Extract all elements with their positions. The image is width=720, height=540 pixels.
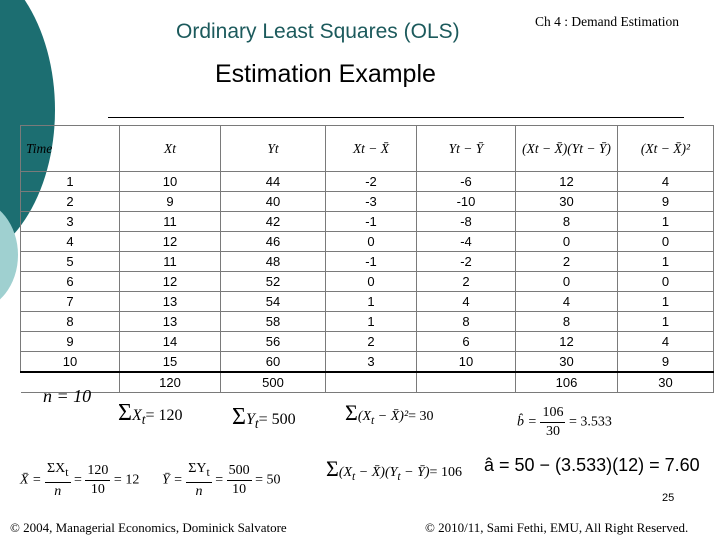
table-cell: 10 (21, 352, 120, 373)
sum-x-formula (118, 400, 182, 428)
sum-cross-formula (326, 456, 462, 483)
table-cell: 6 (417, 332, 516, 352)
table-cell: 15 (120, 352, 221, 373)
table-cell: 12 (120, 272, 221, 292)
equals-sign: = (215, 472, 224, 488)
y-bar-lhs: Ȳ = (162, 472, 183, 488)
table-row (21, 252, 714, 272)
sigma-symbol: Σ (232, 404, 246, 430)
b-hat-fraction (540, 404, 565, 441)
col-header-x-dev: Xt − X̄ (326, 126, 417, 172)
sum-sq-formula (345, 400, 434, 427)
n-text: n = 10 (43, 386, 92, 406)
table-cell: 1 (618, 212, 714, 232)
page-number: 25 (662, 492, 675, 504)
table-cell: 0 (326, 232, 417, 252)
table-cell: 4 (21, 232, 120, 252)
table-cell: 42 (221, 212, 326, 232)
slide-title: Ordinary Least Squares (OLS) (176, 20, 460, 43)
b-hat-num: 106 (540, 404, 565, 423)
table-cell: 3 (326, 352, 417, 373)
table-cell: -2 (326, 172, 417, 192)
b-hat-den: 30 (545, 424, 560, 439)
table-cell: 8 (417, 312, 516, 332)
table-cell: -1 (326, 252, 417, 272)
table-cell: 5 (21, 252, 120, 272)
b-hat-formula (517, 404, 612, 441)
table-cell: 2 (21, 192, 120, 212)
ols-table (20, 125, 714, 393)
table-row (21, 212, 714, 232)
table-header-row (21, 126, 714, 172)
col-header-xt: Xt (120, 126, 221, 172)
table-cell: 1 (21, 172, 120, 192)
footer-copyright-right: © 2010/11, Sami Fethi, EMU, All Right Reserved. (425, 520, 689, 535)
col-header-time: Time (21, 126, 120, 172)
table-cell: 12 (516, 332, 618, 352)
chapter-label: Ch 4 : Demand Estimation (535, 14, 679, 29)
table-total-cell: 106 (516, 372, 618, 393)
table-row (21, 332, 714, 352)
x-bar-sum-fraction (45, 460, 71, 501)
table-cell: 2 (326, 332, 417, 352)
table-cell: 0 (516, 272, 618, 292)
col-header-cross-product: (Xt − X̄)(Yt − Ȳ) (516, 126, 618, 172)
table-cell: -1 (326, 212, 417, 232)
table-cell: 4 (618, 332, 714, 352)
table-cell: 8 (516, 212, 618, 232)
x-bar-value: = 12 (113, 472, 140, 488)
table-total-cell: 120 (120, 372, 221, 393)
table-cell: 9 (618, 352, 714, 373)
table-row (21, 272, 714, 292)
table-cell: 0 (516, 232, 618, 252)
n-value (43, 386, 91, 407)
table-cell: -3 (326, 192, 417, 212)
y-bar-fraction (227, 462, 252, 499)
x-bar-fraction (85, 462, 110, 499)
table-cell: 13 (120, 292, 221, 312)
table-row (21, 192, 714, 212)
table-cell: 4 (516, 292, 618, 312)
table-cell: -10 (417, 192, 516, 212)
table-cell: 13 (120, 312, 221, 332)
sigma-symbol: Σ (326, 456, 339, 481)
table-cell: -2 (417, 252, 516, 272)
table-cell: 54 (221, 292, 326, 312)
col-header-yt: Yt (221, 126, 326, 172)
y-bar-num: 500 (227, 462, 252, 481)
table-row (21, 352, 714, 373)
table-cell: 56 (221, 332, 326, 352)
table-cell: 46 (221, 232, 326, 252)
sum-y-formula (232, 404, 296, 432)
sum-cross-var: ($X_t$ − $X̄)(Y_t$ − Ȳ) (338, 465, 430, 483)
table-total-cell (417, 372, 516, 393)
table-cell: 11 (120, 212, 221, 232)
col-header-x-dev-squared: (Xt − X̄)² (618, 126, 714, 172)
equals-sign: = (74, 472, 82, 488)
table-cell: 7 (21, 292, 120, 312)
table-cell: 10 (417, 352, 516, 373)
table-cell: 9 (618, 192, 714, 212)
table-cell: 1 (618, 312, 714, 332)
table-cell: 60 (221, 352, 326, 373)
table-cell: 0 (326, 272, 417, 292)
b-hat-lhs: b̂ = (517, 414, 537, 430)
table-cell: -8 (417, 212, 516, 232)
x-bar-lhs: X̄ = (20, 472, 42, 488)
x-bar-sum-num: $\Sigma X_t$ (45, 460, 71, 483)
table-cell: 0 (618, 232, 714, 252)
table-cell: 1 (326, 292, 417, 312)
table-cell: 1 (618, 252, 714, 272)
y-bar-sum-fraction (186, 460, 212, 501)
table-cell: -4 (417, 232, 516, 252)
table-cell: 8 (21, 312, 120, 332)
footer-copyright-left: © 2004, Managerial Economics, Dominick Salvatore (10, 520, 287, 535)
table-cell: 44 (221, 172, 326, 192)
table-cell: 2 (516, 252, 618, 272)
sum-x-value: = 120 (145, 407, 183, 424)
sigma-symbol: Σ (118, 400, 132, 426)
table-cell: 1 (326, 312, 417, 332)
slide-subtitle: Estimation Example (215, 60, 436, 88)
table-cell: 9 (21, 332, 120, 352)
table-row (21, 172, 714, 192)
x-bar-formula (20, 460, 139, 501)
table-cell: 0 (618, 272, 714, 292)
table-cell: 8 (516, 312, 618, 332)
a-hat-formula (484, 455, 700, 476)
sigma-symbol: Σ (345, 400, 358, 425)
table-cell: 4 (417, 292, 516, 312)
table-row (21, 292, 714, 312)
y-bar-value: = 50 (255, 472, 281, 488)
x-bar-num: 120 (85, 462, 110, 481)
table-total-cell: 500 (221, 372, 326, 393)
table-cell: 58 (221, 312, 326, 332)
x-bar-sum-den: n (54, 483, 62, 499)
sum-sq-value: = 30 (408, 409, 434, 424)
table-cell: 30 (516, 192, 618, 212)
b-hat-value: = 3.533 (568, 414, 612, 430)
table-row (21, 232, 714, 252)
x-bar-den: 10 (90, 481, 105, 497)
title-underline (108, 117, 684, 118)
table-cell: 12 (120, 232, 221, 252)
table-cell: 2 (417, 272, 516, 292)
y-bar-sum-den: n (195, 483, 203, 499)
sum-cross-value: = 106 (429, 465, 462, 480)
table-row (21, 312, 714, 332)
table-cell: 52 (221, 272, 326, 292)
y-bar-formula (162, 460, 281, 501)
table-body (21, 172, 714, 393)
sum-y-var: $Y_t$ (245, 411, 259, 432)
table-cell: -6 (417, 172, 516, 192)
sum-y-value: = 500 (258, 411, 296, 428)
table-cell: 4 (618, 172, 714, 192)
sum-x-var: $X_t$ (131, 407, 146, 428)
table-cell: 10 (120, 172, 221, 192)
table-totals-row (21, 372, 714, 393)
table-cell: 9 (120, 192, 221, 212)
table-cell: 3 (21, 212, 120, 232)
table-cell: 1 (618, 292, 714, 312)
table-cell: 12 (516, 172, 618, 192)
table-cell: 30 (516, 352, 618, 373)
table-cell: 14 (120, 332, 221, 352)
col-header-y-dev: Yt − Ȳ (417, 126, 516, 172)
table-total-cell: 30 (618, 372, 714, 393)
table-cell: 6 (21, 272, 120, 292)
table-cell: 48 (221, 252, 326, 272)
table-cell: 11 (120, 252, 221, 272)
table-total-cell (326, 372, 417, 393)
y-bar-sum-num: $\Sigma Y_t$ (186, 460, 212, 483)
table-cell: 40 (221, 192, 326, 212)
sum-sq-var: ($X_t$ − X̄)² (357, 409, 409, 427)
a-hat-text: â = 50 − (3.533)(12) = 7.60 (484, 455, 700, 475)
y-bar-den: 10 (232, 481, 247, 497)
